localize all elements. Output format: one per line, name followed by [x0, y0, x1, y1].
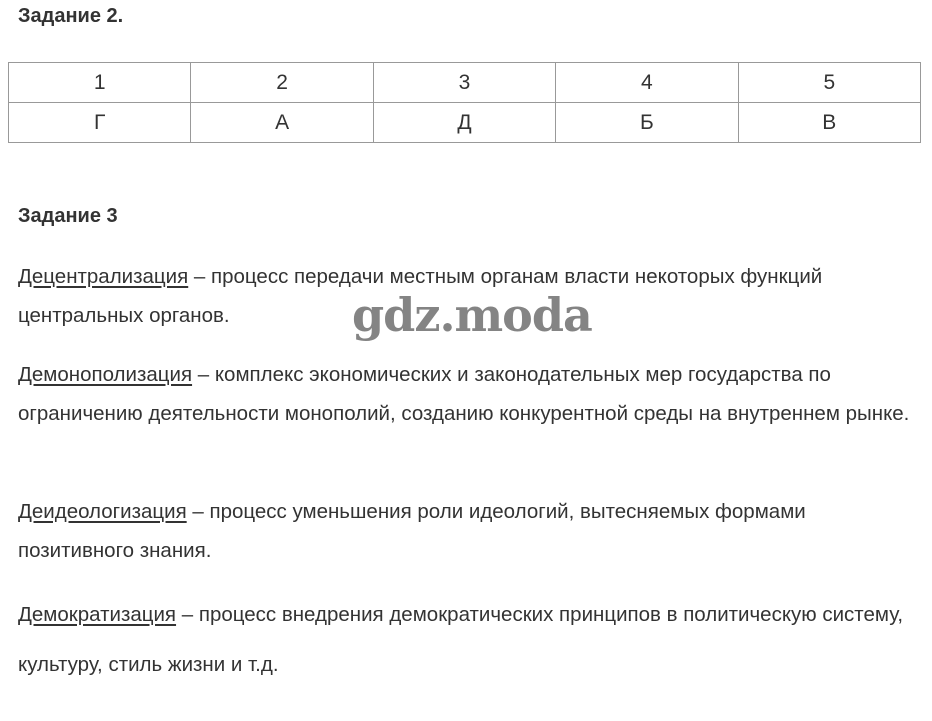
table-cell-number: 4 — [556, 63, 738, 103]
table-cell-number: 5 — [738, 63, 920, 103]
definition-term: Демонополизация — [18, 363, 193, 386]
definition-term: Децентрализация — [18, 265, 189, 288]
task2-heading: Задание 2. — [18, 5, 124, 27]
definition-term: Демократизация — [18, 603, 177, 626]
answer-table — [8, 62, 921, 143]
definition-paragraph — [18, 492, 918, 570]
table-cell-letter: В — [738, 103, 920, 143]
watermark-logo: gdz.moda — [352, 288, 592, 342]
definition-text: – процесс внедрения демократических принципов в политическую систему, культуру, стиль жизни и т.д. — [18, 603, 904, 676]
definition-term: Деидеологизация — [18, 500, 187, 523]
table-cell-letter: Б — [556, 103, 738, 143]
table-cell-letter: А — [191, 103, 373, 143]
definition-paragraph — [18, 355, 918, 433]
table-row-numbers — [9, 63, 921, 103]
definition-text: – процесс передачи местным органам власти некоторых функций центральных органов. — [18, 265, 823, 327]
task3-heading: Задание 3 — [18, 205, 118, 227]
table-cell-number: 1 — [9, 63, 191, 103]
table-cell-letter: Г — [9, 103, 191, 143]
definition-text: – процесс уменьшения роли идеологий, вытесняемых формами позитивного знания. — [18, 500, 806, 562]
definition-text: – комплекс экономических и законодательных мер государства по ограничению деятельности монополий, созданию конкурентной среды на внутреннем рынке. — [18, 363, 910, 425]
definition-paragraph — [18, 590, 918, 690]
table-row-letters — [9, 103, 921, 143]
table-cell-number: 2 — [191, 63, 373, 103]
table-cell-number: 3 — [373, 63, 555, 103]
table-cell-letter: Д — [373, 103, 555, 143]
